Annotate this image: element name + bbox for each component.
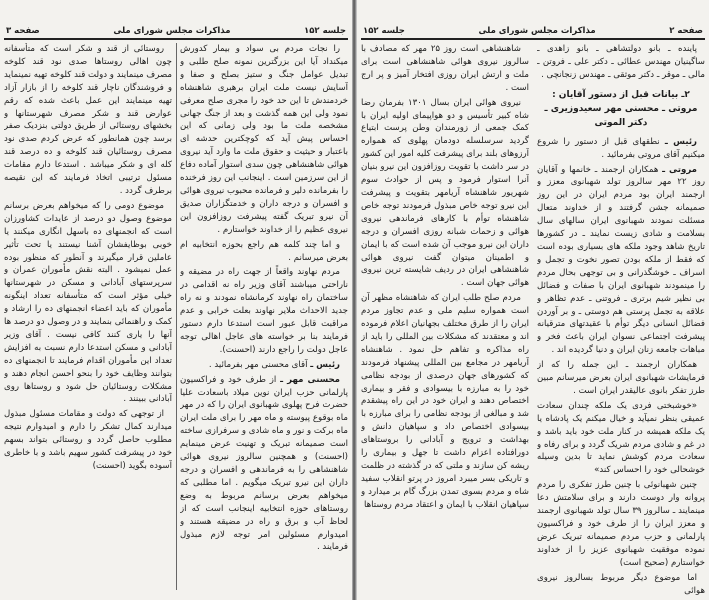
paragraph-text: روستائی از قند و شکر است که متأسفانه چون اهالی روستاها صدی نود قند کلوخه مصرف مینمایند و دولت قند کلوخه تهیه نمینماید و فروشندگان ناچار قند کلوخه را از بازار آزاد تهیه مینمایند این عمل باعث شده که رقم عوارض قند و شکر مصرف شهرستانها و بخشهای روستائی از طریق دولتی بنزدیک صفر برسد چون همانطور که عرض کردم صدی نود مصرف روستائیان قند کلوخه و ده درصد قند کله ای و شکر میباشد . استدعا دارم مقامات مسئول ترتیبی اتخاذ فرمایند که این نقیصه برطرف گردد .: [4, 44, 172, 196]
paragraph: [4, 43, 172, 198]
paragraph: [537, 479, 705, 569]
paragraph: [180, 43, 348, 237]
right-page: [357, 0, 709, 600]
paragraph-text: مردم نهاوند واقعاً از جهت راه در مضیقه و ناراحتی میباشند آقای وزیر راه نه اقدامی در ساختمان راه نهاوند کرمانشاه نمودند و نه راه جدید الاحداث ملایر نهاوند بعلت خرابی و عدم مراقبت قابل عبور است استدعا دارم دستور فرمایند بنا بر خواسته های عاجل اهالی توجه عاجل دولت را راجع دارند (احسنت).: [180, 267, 348, 355]
paragraph: [180, 239, 348, 265]
text-column-left: [4, 43, 172, 600]
publication-title: مذاکرات مجلس شورای ملی: [478, 26, 596, 36]
paragraph: [537, 400, 705, 477]
paragraph: [180, 374, 348, 555]
text-column-right: [537, 43, 705, 600]
speaker-name: محسنی مهر ـ: [280, 374, 340, 385]
paragraph-text: چنین شهبانوئی با چنین طرز تفکری را مردم پروانه وار دوست دارند و برای سلامتش دعا مینمایند ـ سالروز ۳۹ سال تولد شهبانوی ارجمند و معزز ایران را از طرف خود و فراکسیون پارلمانی و حزب مردم صمیمانه تبریک عرض نموده موفقیت شهبانوی عزیز را از خداوند خواستارم (صحیح است): [537, 480, 705, 568]
header-rule: [361, 38, 705, 40]
paragraph-text: از طرف خود و فراکسیون پارلمانی حزب ایران نوین میلاد باسعادت علیا حضرت فرح پهلوی شهبانوی ایران را که در مهر ماه بوقوع پیوسته و ماه مهر را برای ملت ایران ماه برکت و نور و ماه شادی و سرفرازی ساخته است صمیمانه تبریک و تهنیت عرض مینمایم (احسنت) و همچنین سالروز نیروی هوائی شاهنشاهی را به فرماندهی و افسران و درجه داران این نیرو تبریک میگویم . اما مطلبی که میخواهم بعرض برسانم مربوط به وضع روستاهای حوزه انتخابیه اینجانب است که از لحاظ آب و برق و راه در مضیقه هستند و امیدوارم مسئولین امر توجه لازم مبذول فرمایند .: [180, 374, 348, 553]
page-number: صفحه ۲: [669, 26, 703, 36]
page-header: [6, 24, 346, 36]
paragraph: [537, 164, 705, 358]
paragraph: [537, 572, 705, 598]
section-heading: ۲ـ بیانات قبل از دستور آقایان : مروتی ـ محسنی مهر سعیدوزیری ـ دکتر الموتی: [544, 89, 698, 128]
paragraph: [4, 408, 172, 473]
paragraph-text: مردم صلح طلب ایران که شاهنشاه مظهر آن است همواره سلیم ملی و عدم تجاوز مردم ایران را از طرق مختلف بجهانیان اعلام فرموده اند و معتقدند که مشکلات بین المللی را باید از راه مذاکره و تفاهم حل نمود . شاهنشاه آریامهر در مجامع بین المللی پیشنهاد فرمودند که کشورهای جهان درصدی از بودجه نظامی خود را به مبارزه با بیسوادی و فقر و بیماری اختصاص دهند و ایران خود در این راه پیشقدم شد و مبالغی از بودجه نظامی را برای مبارزه با بیسوادی اختصاص داد و سپاهیان دانش و بهداشت و ترویج و آبادانی را بروستاهای دورافتاده اعزام داشت تا جهل و بیماری را ریشه کن سازند و ملتی که در گذشته در ظلمت و تاریکی بسر میبرد امروز در پرتو انقلاب سفید شاه و مردم بسوی تمدن بزرگ گام بر میدارد و سپاهیان انقلاب با ایمان و اعتقاد مردم روستاها: [361, 293, 529, 510]
paragraph: [180, 359, 348, 372]
left-page: [0, 0, 352, 600]
paragraph: [361, 292, 529, 511]
paragraph-text: شاهنشاهی است روز ۲۵ مهر که مصادف با سالروز نیروی هوائی شاهنشاهی است برای ملت و ارتش ایران روزی افتخار آمیز و پر ارج است .: [361, 44, 529, 93]
paragraph-text: موضوع دومی را که میخواهم بعرض برسانم موضوع وصول دو درصد از عایدات کشاورزان است که انجمنهای ده باسهل انگاری میکنند یا خوبی بوظایفشان آشنا نیستند یا تحت تأثیر عاملین قرار میگیرند و آنطور که منظور بوده عمل نمیشود . البته نقش مأموران عمران و سرپرستهای آبادانی و مسکن در شهرستانها خیلی مؤثر است که متأسفانه تعداد اینگونه مأموران که باید اعضاء انجمنهای ده را ارشاد و کمک و راهنمائی بنمایند و در وصول دو درصد ها آنها را یاری کنند کافی نیست . آقای وزیر آبادانی و مسکن استدعا دارم نسبت به افزایش تعداد این مأموران اقدام فرمایند تا انجمنهای ده بتوانند وظایف خود را بنحو احسن انجام دهند و مشکلات روستائیان حل شود و روستاها روی آبادانی ببینند .: [4, 200, 172, 405]
paragraph-text: آقای محسنی مهر بفرمائید .: [208, 359, 308, 370]
paragraph-text: را نجات مردم بی سواد و بیمار کدورش میکنداد آیا این بزرگترین نمونه صلح طلبی و تبدیل عوامل جنگ و ستیز بصلح و صفا و آسایش نیست ملت ایران برهبری شاهنشاه خردمندش تا این حد خود را مجری صلح معرفی نمود ولی این همه گذشت و بعد از جنگ جهانی مشخصه ملت ما بود ولی زمانی که این احساس پیش آید که کوچکترین حدشه ای باعتبار و حیثیت و حقوق ملت ما وارد آید نیروی هوائی شاهنشاهی چون سدی استوار آماده دفاع از این سرزمین است . اینجانب این روز فرخنده را بفرمانده دلیر و فرمانده محبوب نیروی هوائی و افسران و درجه داران و خدمتگزاران صدیق آن نیرو تبریک گفته پیشرفت روزافزون این نیروی عظیم را از خداوند خواستارم .: [180, 44, 348, 235]
header-rule: [4, 38, 348, 40]
page-number: صفحه ۳: [6, 26, 40, 36]
session-number: جلسه ۱۵۲: [363, 26, 405, 36]
session-number: جلسه ۱۵۲: [304, 26, 346, 36]
paragraph: [4, 200, 172, 407]
paragraph-text: «خوشبختی فردی یک ملکه چندان سعادت عمیقی بنظر نمیآید و خیال میکنم یک پادشاه یا یک ملکه همیشه در کنار ملت خود باید باشد و در غم و شادی مردم شریک گردد و برای رفاه و سعادت مردم کوشش نماید تا بدین وسیله خوشحالی خود را احساس کند»: [537, 400, 705, 476]
paragraph-text: نطقهای قبل از دستور را شروع میکنیم آقای مروتی بفرمائید .: [537, 136, 705, 160]
paragraph: [537, 43, 705, 82]
paragraph: [537, 136, 705, 162]
paragraph-text: و اما چند کلمه هم راجع بحوزه انتخابیه ام بعرض میرسانم .: [180, 239, 348, 263]
paragraph: [361, 43, 529, 95]
paragraph: [537, 359, 705, 398]
text-column-left: [361, 43, 529, 600]
paragraph: [361, 97, 529, 291]
paragraph-text: نیروی هوائی ایران بسال ۱۳۰۱ بفرمان رضا شاه کبیر تأسیس و دو هواپیمای اولیه ایران با کمک جمعی از زورمندان وطن پرست ابتیاع گردید سرسلسله دودمان پهلوی که همواره آرزوهای بلند برای پیشرفت کلیه امور این کشور در سر داشت با تقویت روزافزون این نیرو بنیان آنرا استوار فرمود و پس از حوادث سوم شهریور شاهنشاه آریامهر بتقویت و پیشرفت این نیرو توجه خاص مبذول فرمودند توجه خاص شاهنشاه توأم با کارهای فرماندهی نیروی هوائی و زحمات شبانه روزی افسران و درجه داران این نیرو موجب آن شده است که با ایمان و اطمینان میتوان گفت نیروی هوائی شاهنشاهی ایران در ردیف شایسته ترین نیروی هوائی جهان است .: [361, 97, 529, 289]
speaker-name: رئیس ـ: [664, 136, 698, 147]
speaker-name: رئیس ـ: [310, 359, 340, 370]
paragraph-text: از توجهی که دولت و مقامات مسئول مبذول میدارند کمال تشکر را دارم و امیدوارم نتیجه مطلوب حاصل گردد و روستائی بتواند بسهم خود در پیشرفت کشور سهیم باشد و با خاطری آسوده بگوید (احسنت): [4, 409, 172, 471]
paragraph: [180, 266, 348, 356]
publication-title: مذاکرات مجلس شورای ملی: [113, 26, 231, 36]
text-column-right: [180, 43, 348, 600]
paragraph-text: همکاران ارجمند ـ این جمله را که از فرمایشات شهبانوی ایران بعرض میرسانم مبین طرز تفکر بانوی عالیقدر ایران است .: [537, 360, 705, 396]
paragraph-text: اما موضوع دیگر مربوط بسالروز نیروی هوائی: [537, 572, 705, 596]
page-header: [363, 24, 703, 36]
paragraph-text: همکاران ارجمند ـ خانمها و آقایان روز ۲۲ مهر سالروز تولد شهبانوی معزز و ارجمند ایران بود مردم ایران در این روز صمیمانه جشن گرفتند و از خداوند متعال مسئلت نمودند شهبانوی ایران سالهای سال بسلامت و شادی زیست نمایند ـ در کشورها تاریخ شاهد وجود ملکه های بسیاری بوده است که فقط از ملکه بودن تصور نخوت و تجمل و اسراف ـ خوشگذرانی و بی توجهی بحال مردم را مینمودند شهبانوی ایران با صفات و فضائل بی نظیر شیم برتری ـ فروتنی ـ عدم تظاهر و علاقه به تجمل پرستی هم دوستی ـ و بر آوردن فضائل انسانی دیگر توأم با عقیدتهای مترقیانه پیشرفت اجتماعی نسوان ایران باعث فخر و مباهات جامعه زنان ایران و دنیا گردیده اند .: [537, 164, 705, 356]
speaker-name: مروتی ـ: [662, 164, 697, 175]
paragraph-text: پاینده ـ بانو دولتشاهی ـ بانو زاهدی ـ ساگینیان مهندس عطائی ـ دکتر علی ـ فروتن ـ مالی ـ موقر ـ دکتر موثقی ـ مهندس زنجانچی .: [537, 44, 705, 80]
